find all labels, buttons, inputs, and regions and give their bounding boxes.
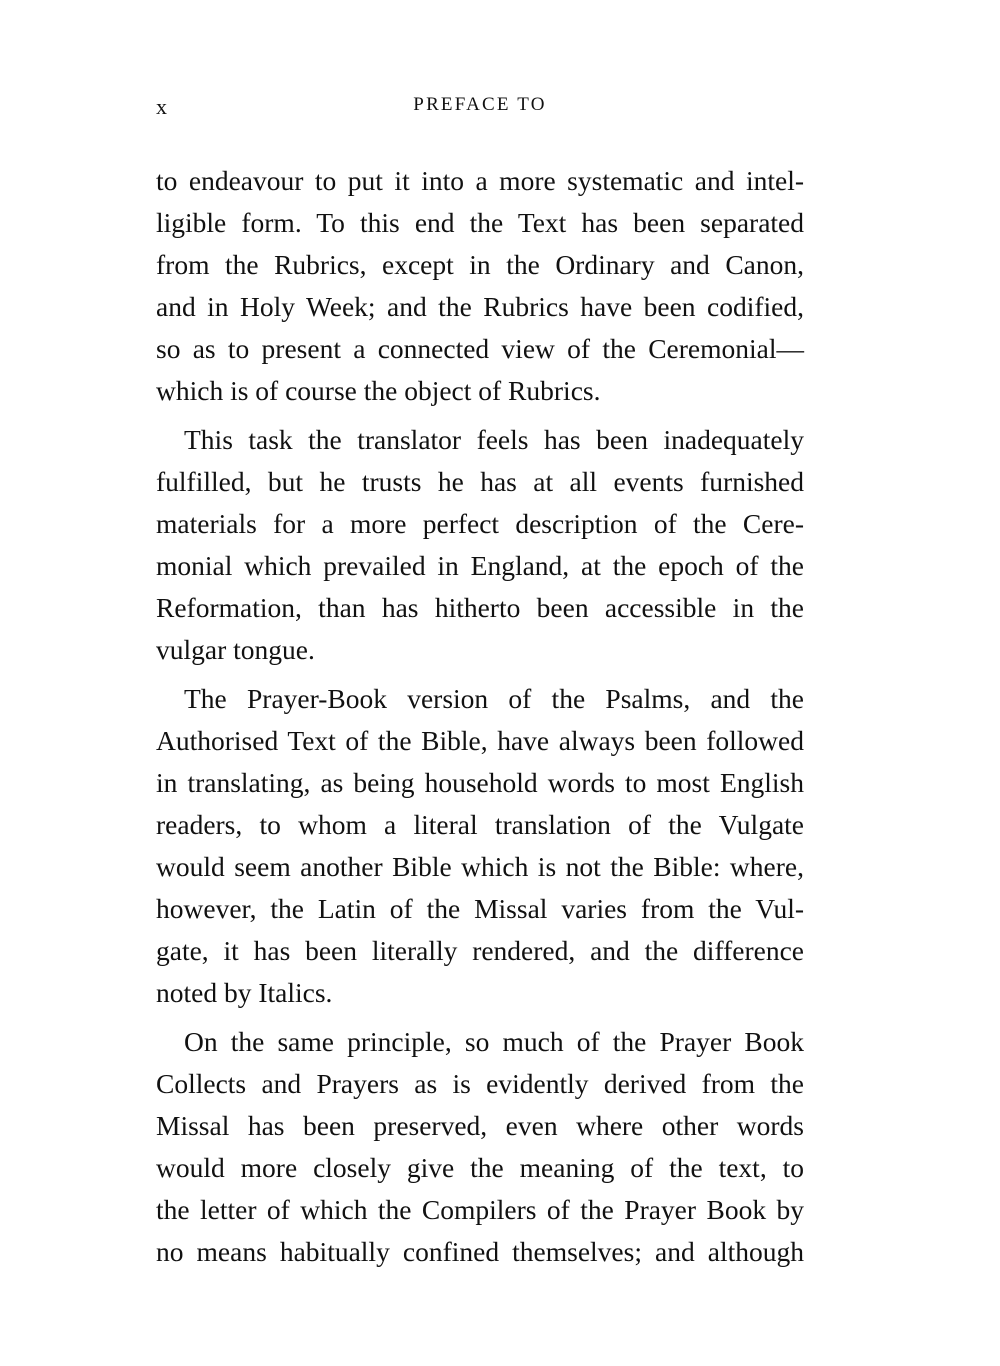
text-line: to endeavour to put it into a more systematic and intel- bbox=[156, 165, 804, 196]
text-line: vulgar tongue. bbox=[156, 634, 315, 665]
running-title: PREFACE TO bbox=[413, 94, 547, 115]
text-line: however, the Latin of the Missal varies from the Vul- bbox=[156, 893, 804, 924]
text-line: in translating, as being household words to most English bbox=[156, 767, 804, 798]
text-line: and in Holy Week; and the Rubrics have been codified, bbox=[156, 291, 804, 322]
paragraph-2 bbox=[156, 419, 804, 671]
page-number: x bbox=[156, 94, 168, 119]
text-line: no means habitually confined themselves; and although bbox=[156, 1236, 804, 1267]
text-line: the letter of which the Compilers of the Prayer Book by bbox=[156, 1194, 804, 1225]
body-text bbox=[156, 160, 804, 1280]
text-line: Reformation, than has hitherto been accessible in the bbox=[156, 592, 804, 623]
text-line: readers, to whom a literal translation of the Vulgate bbox=[156, 809, 804, 840]
text-line: On the same principle, so much of the Prayer Book bbox=[184, 1026, 804, 1057]
paragraph-4 bbox=[156, 1021, 804, 1273]
text-line: so as to present a connected view of the Ceremonial— bbox=[156, 333, 804, 364]
text-line: Collects and Prayers as is evidently derived from the bbox=[156, 1068, 804, 1099]
text-line: from the Rubrics, except in the Ordinary and Canon, bbox=[156, 249, 804, 280]
paragraph-1 bbox=[156, 160, 804, 412]
text-line: would seem another Bible which is not the Bible: where, bbox=[156, 851, 804, 882]
text-line: fulfilled, but he trusts he has at all events furnished bbox=[156, 466, 804, 497]
text-line: monial which prevailed in England, at the epoch of the bbox=[156, 550, 804, 581]
page-header bbox=[156, 94, 804, 124]
text-line: Missal has been preserved, even where other words bbox=[156, 1110, 804, 1141]
text-line: gate, it has been literally rendered, and the difference bbox=[156, 935, 804, 966]
text-line: materials for a more perfect description of the Cere- bbox=[156, 508, 804, 539]
text-line: ligible form. To this end the Text has been separated bbox=[156, 207, 804, 238]
text-line: This task the translator feels has been inadequately bbox=[184, 424, 804, 455]
text-line: noted by Italics. bbox=[156, 977, 333, 1008]
text-line: would more closely give the meaning of the text, to bbox=[156, 1152, 804, 1183]
text-line: The Prayer-Book version of the Psalms, and the bbox=[184, 683, 804, 714]
paragraph-3 bbox=[156, 678, 804, 1014]
text-line: which is of course the object of Rubrics. bbox=[156, 375, 601, 406]
text-line: Authorised Text of the Bible, have always been followed bbox=[156, 725, 804, 756]
